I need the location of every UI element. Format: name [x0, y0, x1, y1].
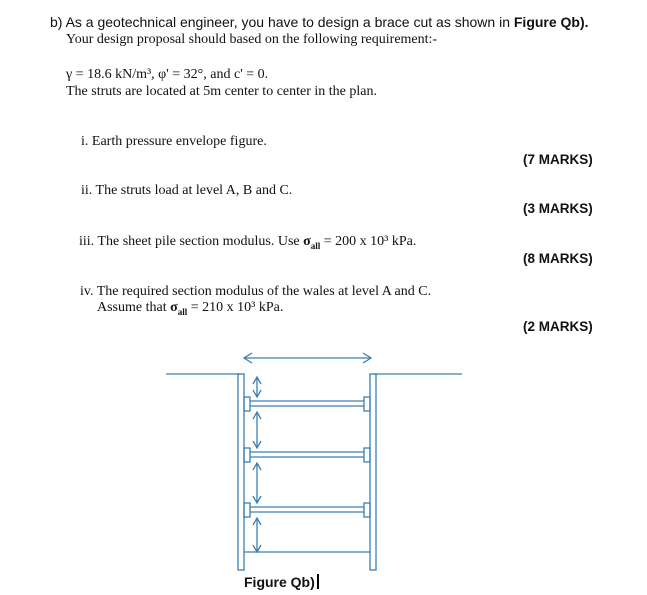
figure-lines	[166, 353, 462, 570]
item-iii-value: = 200 x 10³ kPa.	[323, 234, 417, 249]
left-sheet-pile	[238, 374, 244, 570]
wale-right-b	[364, 448, 370, 462]
item-iii-text: The sheet pile section modulus. Use	[97, 234, 300, 249]
item-i-marks: (7 MARKS)	[523, 152, 593, 167]
right-sheet-pile	[370, 374, 376, 570]
item-iv-text: The required section modulus of the wales at level A and C.	[96, 284, 432, 299]
item-i-text: Earth pressure envelope figure.	[91, 134, 267, 149]
item-iv-value: = 210 x 10³ kPa.	[190, 300, 284, 315]
part-label: b)	[50, 14, 63, 30]
question-intro-line2: Your design proposal should based on the following requirement:-	[66, 32, 438, 47]
item-i-label: i.	[81, 134, 89, 149]
figure-caption: Figure Qb)	[244, 574, 319, 590]
figure-reference: Figure Qb).	[513, 14, 589, 30]
item-iii-marks: (8 MARKS)	[523, 251, 593, 266]
item-ii-text: The struts load at level A, B and C.	[95, 183, 293, 198]
text-cursor	[317, 574, 319, 589]
wale-right-a	[364, 397, 370, 411]
parameters-line: γ = 18.6 kN/m³, φ' = 32°, and c' = 0.	[66, 67, 269, 82]
item-iv-assume: Assume that	[97, 300, 167, 315]
struts-spacing-line: The struts are located at 5m center to center in the plan.	[66, 84, 377, 99]
item-iv-marks: (2 MARKS)	[523, 319, 593, 334]
wale-left-b	[244, 448, 250, 462]
wale-left-c	[244, 503, 250, 517]
wale-right-c	[364, 503, 370, 517]
item-iv-label: iv.	[80, 284, 94, 299]
sigma-symbol: $\sigma_{all}$	[170, 300, 188, 317]
wale-left-a	[244, 397, 250, 411]
intro-text: As a geotechnical engineer, you have to design a brace cut as shown in	[65, 14, 510, 30]
item-ii-label: ii.	[81, 183, 93, 198]
item-iii-label: iii.	[79, 234, 95, 249]
sigma-symbol: $\sigma_{all}$	[303, 234, 321, 251]
item-ii-marks: (3 MARKS)	[523, 201, 593, 216]
